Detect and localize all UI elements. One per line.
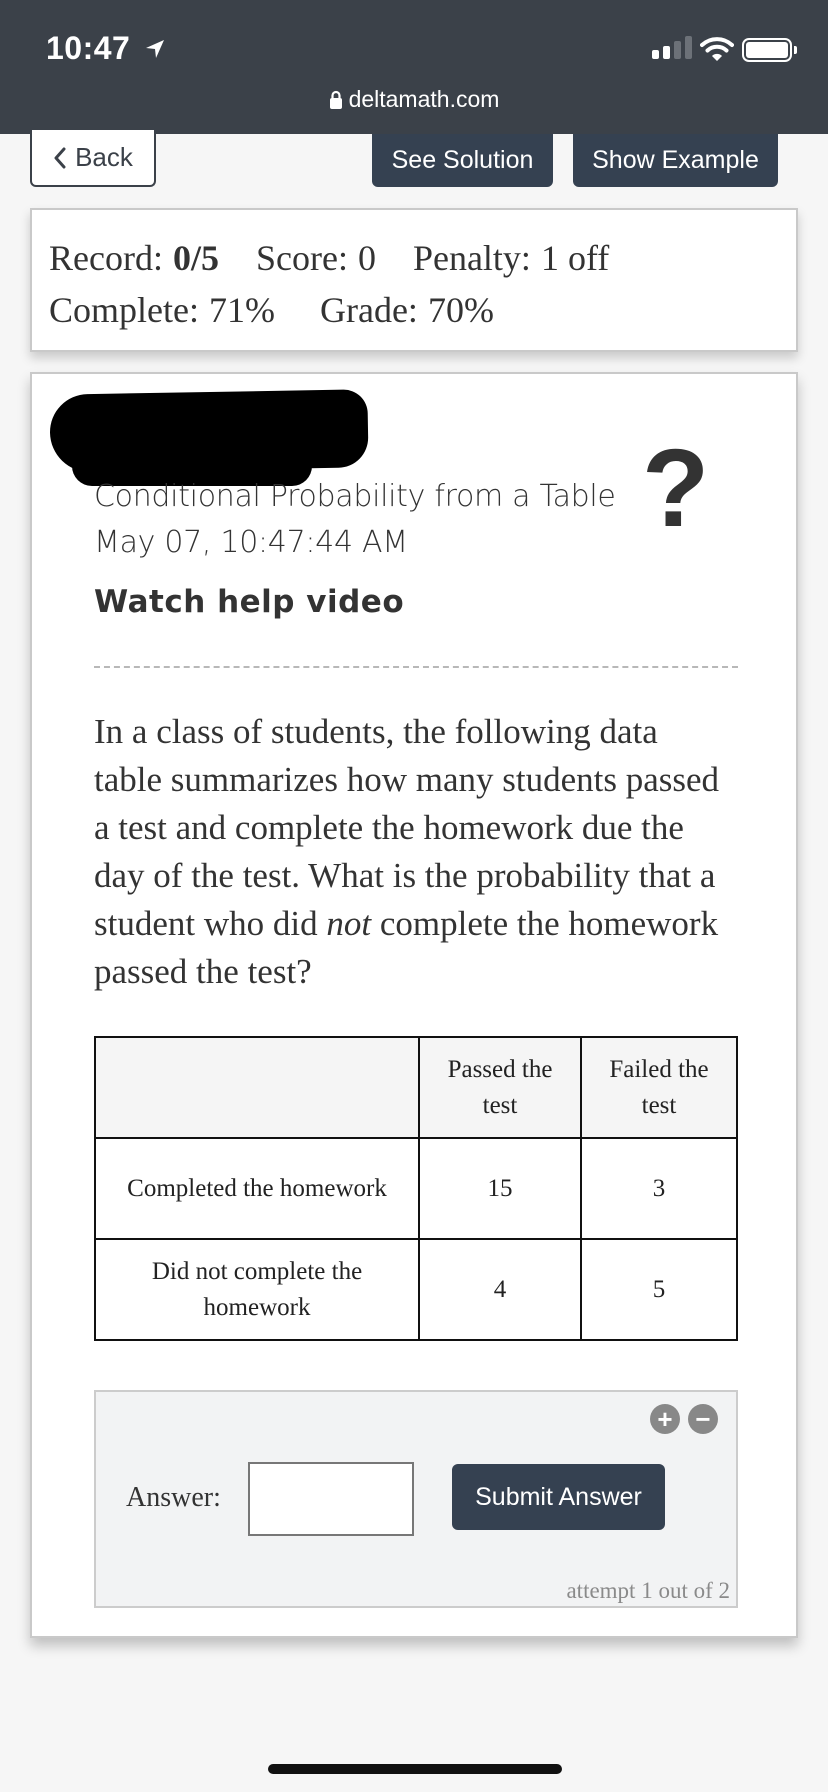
problem-card	[30, 372, 798, 1638]
divider	[94, 666, 738, 668]
table-row	[95, 1239, 737, 1340]
problem-header	[94, 474, 616, 566]
table-header-row	[95, 1037, 737, 1138]
question-text-part1: In a class of students, the following data table summarizes how many students passed a test and complete the homework due the day of the test. What is the probability that a student who did	[94, 712, 720, 943]
problem-topic: Conditional Probability from a Table	[94, 479, 616, 514]
chevron-left-icon	[53, 147, 67, 169]
plus-circle-icon[interactable]: +	[650, 1404, 680, 1434]
home-indicator[interactable]	[268, 1764, 562, 1774]
location-arrow-icon	[144, 38, 166, 60]
record-label: Record:	[49, 238, 163, 278]
complete-value: 71%	[208, 290, 275, 330]
status-bar	[0, 0, 828, 134]
help-question-icon[interactable]: ?	[642, 427, 710, 550]
record-row-1	[49, 232, 779, 284]
attempt-counter: attempt 1 out of 2	[566, 1578, 730, 1603]
table-row	[95, 1138, 737, 1239]
table-header-cell: Failed the test	[581, 1037, 737, 1138]
address-bar[interactable]	[0, 86, 828, 113]
wifi-icon	[700, 36, 734, 62]
answer-panel	[94, 1390, 738, 1608]
complete-label: Complete:	[49, 290, 199, 330]
penalty-label: Penalty:	[412, 238, 531, 278]
grade-stat	[320, 290, 494, 330]
table-cell-failed: 3	[581, 1138, 737, 1239]
table-row-label: Completed the homework	[95, 1138, 419, 1239]
cellular-signal-icon	[652, 36, 692, 59]
submit-answer-button[interactable]: Submit Answer	[452, 1464, 665, 1530]
answer-input[interactable]	[248, 1462, 414, 1536]
lock-icon	[329, 90, 343, 110]
answer-label: Answer:	[126, 1482, 221, 1513]
penalty-value: 1 off	[540, 238, 610, 278]
zoom-controls	[650, 1404, 718, 1434]
score-label: Score:	[255, 238, 348, 278]
question-text-part2: complete the homework passed the test?	[94, 904, 719, 991]
show-example-button[interactable]: Show Example	[573, 134, 778, 187]
problem-timestamp: May 07, 10:47:44 AM	[94, 525, 408, 560]
watch-help-video-link[interactable]: Watch help video	[94, 584, 405, 620]
table-cell-passed: 4	[419, 1239, 581, 1340]
question-text	[94, 708, 734, 996]
record-stat	[49, 238, 219, 278]
table-cell-failed: 5	[581, 1239, 737, 1340]
minus-circle-icon[interactable]: −	[688, 1404, 718, 1434]
table-cell-passed: 15	[419, 1138, 581, 1239]
question-emphasis: not	[326, 904, 372, 943]
score-stat	[256, 238, 376, 278]
url-text: deltamath.com	[348, 86, 500, 112]
back-button-label: Back	[75, 142, 133, 172]
see-solution-button[interactable]: See Solution	[372, 134, 553, 187]
clock	[46, 30, 166, 67]
clock-time: 10:47	[46, 30, 131, 66]
table-row-label: Did not complete the homework	[95, 1239, 419, 1340]
data-table	[94, 1036, 738, 1341]
record-row-2	[49, 284, 779, 336]
battery-icon	[742, 38, 792, 62]
back-button[interactable]	[30, 130, 156, 187]
grade-label: Grade:	[319, 290, 418, 330]
record-panel	[30, 208, 798, 352]
table-header-cell: Passed the test	[419, 1037, 581, 1138]
grade-value: 70%	[427, 290, 494, 330]
score-value: 0	[357, 238, 376, 278]
penalty-stat	[413, 238, 609, 278]
complete-stat	[49, 290, 275, 330]
table-header-cell	[95, 1037, 419, 1138]
record-value: 0/5	[172, 238, 219, 278]
